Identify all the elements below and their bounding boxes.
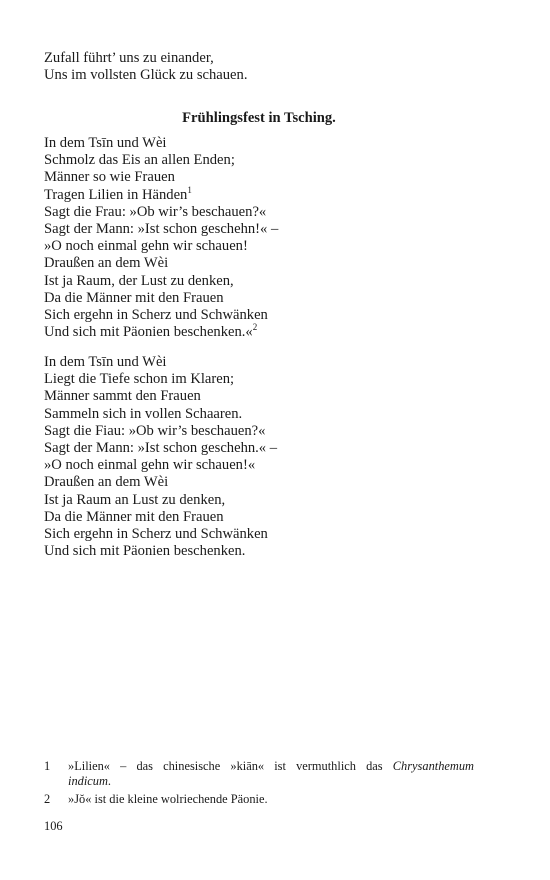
- verse-line: Sagt der Mann: »Ist schon geschehn.« –: [44, 440, 278, 457]
- verse-line: Ist ja Raum, der Lust zu denken,: [44, 272, 234, 289]
- verse-line: Sagt die Frau: »Ob wir’s beschauen?«: [44, 203, 267, 220]
- poem-title: Frühlingsfest in Tsching.: [182, 110, 336, 126]
- footnote-text-line: [68, 759, 474, 774]
- verse-line: Sammeln sich in vollen Schaaren.: [44, 405, 243, 422]
- footnote-species-name: indicum: [68, 774, 108, 789]
- verse-line: Liegt die Tiefe schon im Klaren;: [44, 371, 235, 388]
- footnote-ref-2[interactable]: 2: [252, 322, 258, 333]
- verse-line: Und sich mit Päonien beschenken.: [44, 543, 246, 560]
- verse-line: Sich ergehn in Scherz und Schwänken: [44, 307, 268, 324]
- footnote-number: 1: [44, 759, 51, 773]
- verse-line-text: Und sich mit Päonien beschenken.«: [44, 324, 253, 341]
- verse-line: »O noch einmal gehn wir schauen!: [44, 238, 248, 255]
- footnote-text: »Lilien« – das chinesische »kiān« ist vermuthlich das: [68, 759, 393, 773]
- verse-line: Zufall führt’ uns zu einander,: [44, 50, 214, 66]
- verse-line: »O noch einmal gehn wir schauen!«: [44, 457, 256, 474]
- footnote-number: 2: [44, 792, 51, 807]
- stanza-second: [44, 354, 277, 560]
- footnote-text-line: [68, 774, 474, 789]
- footnote-text: .: [107, 774, 112, 789]
- verse-line: Draußen an dem Wèi: [44, 474, 169, 491]
- verse-line-text: Tragen Lilien in Händen: [44, 186, 188, 203]
- footnote-text: »Jŏ« ist die kleine wolriechende Päonie.: [68, 792, 268, 807]
- verse-line: Da die Männer mit den Frauen: [44, 289, 224, 306]
- verse-line: In dem Tsīn und Wèi: [44, 135, 167, 151]
- verse-line: In dem Tsīn und Wèi: [44, 354, 167, 370]
- footnote-species-name: Chrysanthemum: [392, 759, 474, 773]
- verse-line: Draußen an dem Wèi: [44, 255, 169, 272]
- verse-line: Uns im vollsten Glück zu schauen.: [44, 67, 248, 84]
- verse-line: Sagt der Mann: »Ist schon geschehn!« –: [44, 221, 279, 238]
- footnote-1: [44, 759, 474, 789]
- page-number: 106: [44, 819, 63, 833]
- verse-line: Sagt die Fiau: »Ob wir’s beschauen?«: [44, 422, 266, 439]
- verse-line: Da die Männer mit den Frauen: [44, 508, 224, 525]
- verse-line: [44, 184, 278, 204]
- verse-line: Männer so wie Frauen: [44, 169, 175, 186]
- footnotes: [44, 759, 474, 811]
- document-page: [44, 0, 474, 880]
- footnote-2: [44, 792, 474, 807]
- verse-line: Männer sammt den Frauen: [44, 388, 201, 405]
- verse-line: Sich ergehn in Scherz und Schwänken: [44, 526, 268, 543]
- stanza-first: [44, 135, 278, 341]
- verse-line: Schmolz das Eis an allen Enden;: [44, 152, 235, 169]
- footnote-ref-1[interactable]: 1: [187, 184, 192, 195]
- intro-stanza: [44, 50, 247, 84]
- verse-line: Ist ja Raum an Lust zu denken,: [44, 491, 226, 508]
- verse-line: [44, 324, 278, 341]
